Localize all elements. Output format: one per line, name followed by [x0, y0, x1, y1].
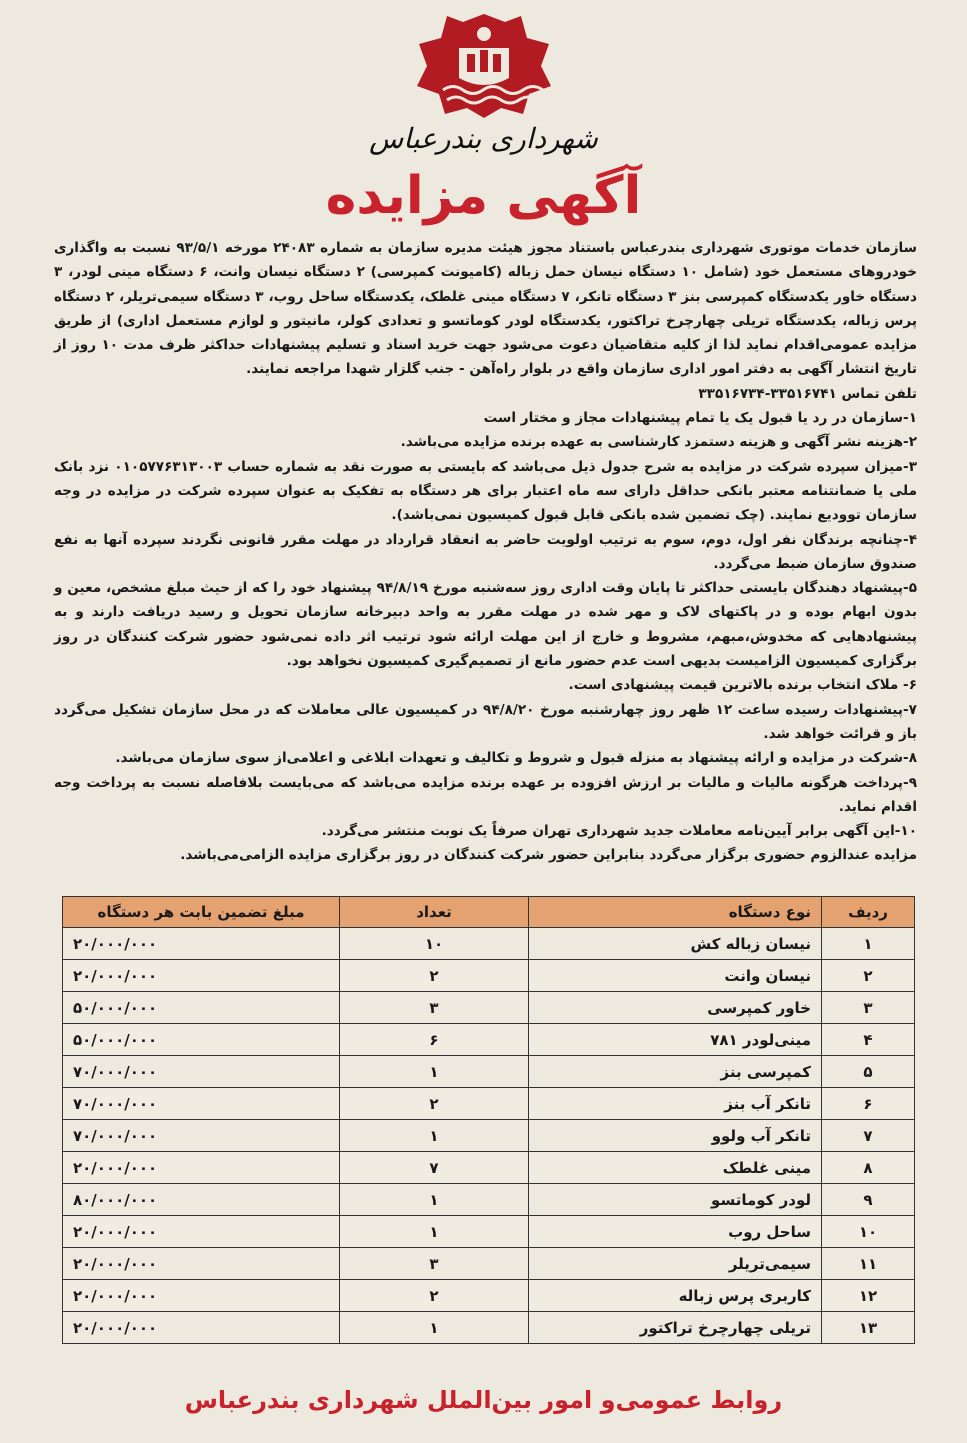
row-quantity: ۷ [340, 1152, 529, 1184]
municipality-name: شهرداری بندرعباس [369, 122, 598, 155]
table-row [63, 1280, 915, 1312]
table-row [63, 1056, 915, 1088]
row-amount: ۲۰/۰۰۰/۰۰۰ [63, 960, 340, 992]
row-amount: ۵۰/۰۰۰/۰۰۰ [63, 992, 340, 1024]
table-row [63, 1248, 915, 1280]
table-row [63, 1184, 915, 1216]
row-device: کاربری پرس زباله [529, 1280, 822, 1312]
contact-phone: تلفن تماس ۳۳۵۱۶۷۴۱-۳۳۵۱۶۷۳۴ [698, 385, 917, 402]
notice-title: آگهی مزایده [325, 166, 642, 226]
row-amount: ۷۰/۰۰۰/۰۰۰ [63, 1120, 340, 1152]
row-amount: ۷۰/۰۰۰/۰۰۰ [63, 1088, 340, 1120]
header-quantity: تعداد [340, 897, 529, 928]
row-device: نیسان زباله کش [529, 928, 822, 960]
row-device: ساحل روب [529, 1216, 822, 1248]
row-index: ۴ [822, 1024, 915, 1056]
clause: ۱۰-این آگهی برابر آیین‌نامه معاملات جدید شهرداری تهران صرفاً یک نوبت منتشر می‌گردد. [321, 823, 917, 840]
row-index: ۶ [822, 1088, 915, 1120]
clause: ۷-پیشنهادات رسیده ساعت ۱۲ ظهر روز چهارشنبه مورخ ۹۴/۸/۲۰ در کمیسیون عالی معاملات که در محل سازمان تشکیل می‌گردد باز و قرائت خواهد شد. [54, 701, 917, 742]
row-quantity: ۱ [340, 1216, 529, 1248]
row-quantity: ۳ [340, 992, 529, 1024]
row-device: مینی‌لودر ۷۸۱ [529, 1024, 822, 1056]
table-row [63, 992, 915, 1024]
logo [0, 8, 967, 120]
row-device: تانکر آب بنز [529, 1088, 822, 1120]
row-index: ۵ [822, 1056, 915, 1088]
row-quantity: ۱ [340, 1056, 529, 1088]
row-device: سیمی‌تریلر [529, 1248, 822, 1280]
clause: ۶- ملاک انتخاب برنده بالاترین قیمت پیشنهادی است. [568, 677, 917, 694]
row-device: مینی غلطک [529, 1152, 822, 1184]
table-header-row [63, 897, 915, 928]
row-quantity: ۲ [340, 1280, 529, 1312]
row-quantity: ۱ [340, 1120, 529, 1152]
clause: ۸-شرکت در مزایده و ارائه پیشنهاد به منزله قبول و شروط و تکالیف و تعهدات ابلاغی و اعلامی‌از سوی سازمان می‌باشد. [115, 750, 917, 767]
row-device: کمپرسی بنز [529, 1056, 822, 1088]
row-amount: ۷۰/۰۰۰/۰۰۰ [63, 1056, 340, 1088]
row-index: ۳ [822, 992, 915, 1024]
row-amount: ۲۰/۰۰۰/۰۰۰ [63, 1280, 340, 1312]
notice-body [54, 236, 917, 868]
row-amount: ۲۰/۰۰۰/۰۰۰ [63, 1152, 340, 1184]
row-index: ۱۱ [822, 1248, 915, 1280]
row-index: ۸ [822, 1152, 915, 1184]
table-row [63, 960, 915, 992]
row-index: ۱۲ [822, 1280, 915, 1312]
row-index: ۲ [822, 960, 915, 992]
row-amount: ۲۰/۰۰۰/۰۰۰ [63, 1312, 340, 1344]
vehicles-table [62, 896, 915, 1344]
table-row [63, 1216, 915, 1248]
row-quantity: ۱ [340, 1184, 529, 1216]
row-amount: ۲۰/۰۰۰/۰۰۰ [63, 928, 340, 960]
table-row [63, 1088, 915, 1120]
intro-paragraph: سازمان خدمات موتوری شهرداری بندرعباس باستناد مجوز هیئت مدیره سازمان به شماره ۲۴۰۸۳ مورخه ۹۳/۵/۱ نسبت به واگذاری خودروهای مستعمل خود (شامل ۱۰ دستگاه نیسان حمل زباله (کامیونت کمپرسی) ۲ دستگاه نیسان وانت، ۶ دستگاه مینی لودر، ۳ دستگاه خاور یکدستگاه کمپرسی بنز ۳ دستگاه تانکر، ۷ دستگاه مینی غلطک، یکدستگاه ساحل روب، ۳ دستگاه سیمی‌تریلر، ۲ دستگاه پرس زباله، یکدستگاه تریلی چهارچرخ تراکتور، یکدستگاه لودر کوماتسو و تعدادی کولر، مانیتور و لوازم مستعمل اداری) از طریق مزایده عمومی‌اقدام نماید لذا از کلیه متقاضیان دعوت می‌شود جهت خرید اسناد و تسلیم پیشنهادات حداکثر ظرف مدت ۱۰ روز از تاریخ انتشار آگهی به دفتر امور اداری سازمان واقع در بلوار راه‌آهن - جنب گلزار شهدا مراجعه نمایند. [54, 240, 918, 378]
row-index: ۱۳ [822, 1312, 915, 1344]
closing-paragraph: مزایده عندالزوم حضوری برگزار می‌گردد بنابراین حضور شرکت کنندگان در روز برگزاری مزایده الزامی‌می‌باشد. [180, 847, 917, 864]
row-device: تریلی چهارچرخ تراکتور [529, 1312, 822, 1344]
row-index: ۹ [822, 1184, 915, 1216]
row-device: نیسان وانت [529, 960, 822, 992]
table-row [63, 1312, 915, 1344]
table-body [63, 928, 915, 1344]
clause: ۳-میزان سپرده شرکت در مزایده به شرح جدول ذیل می‌باشد که بایستی به صورت نقد به شماره حساب ۰۱۰۵۷۷۶۳۱۳۰۰۳ نزد بانک ملی یا ضمانتنامه معتبر بانکی حداقل دارای سه ماه اعتبار برای هر دستگاه به تفکیک به عنوان سپرده شرکت در مزایده در وجه سازمان توودیع نمایند. (چک تضمین شده بانکی قابل قبول کمیسیون نمی‌باشد). [54, 458, 917, 524]
header-device: نوع دستگاه [529, 897, 822, 928]
bandar-abbas-municipality-logo-icon [409, 8, 559, 120]
table-row [63, 928, 915, 960]
row-quantity: ۶ [340, 1024, 529, 1056]
row-device: تانکر آب ولوو [529, 1120, 822, 1152]
row-device: خاور کمپرسی [529, 992, 822, 1024]
row-amount: ۲۰/۰۰۰/۰۰۰ [63, 1216, 340, 1248]
clause: ۲-هزینه نشر آگهی و هزینه دستمزد کارشناسی به عهده برنده مزایده می‌باشد. [400, 434, 917, 451]
vehicles-table-wrap [62, 896, 915, 1344]
row-index: ۱ [822, 928, 915, 960]
clause: ۵-پیشنهاد دهندگان بایستی حداکثر تا پایان وقت اداری روز سه‌شنبه مورخ ۹۴/۸/۱۹ پیشنهاد خود را که از حیث مبلغ مشخص، معین و بدون ابهام بوده و در پاکتهای لاک و مهر شده در مهلت مقرر به واحد دبیرخانه سازمان تحویل و رسید دریافت دارند و به پیشنهادهایی که مخدوش،مبهم، مشروط و خارج از این مهلت ارائه شود ترتیب اثر داده نمی‌شود حضور شرکت کنندگان در روز برگزاری کمیسیون الزامیست بدیهی است عدم حضور مانع از تصمیم‌گیری کمیسیون نخواهد بود. [54, 580, 917, 670]
clause: ۱-سازمان در رد یا قبول یک یا تمام پیشنهادات مجاز و مختار است [483, 410, 917, 427]
clause: ۴-چنانچه برندگان نفر اول، دوم، سوم به ترتیب اولویت حاضر به انعقاد قرارداد در مهلت مقرر قانونی نگردند سپرده آنها به نفع صندوق سازمان ضبط می‌گردد. [54, 531, 917, 572]
table-row [63, 1152, 915, 1184]
row-index: ۱۰ [822, 1216, 915, 1248]
header-index: ردیف [822, 897, 915, 928]
clause: ۹-پرداخت هرگونه مالیات و مالیات بر ارزش افزوده بر عهده برنده مزایده می‌باشد که می‌بایست بلافاصله نسبت به پرداخت وجه اقدام نماید. [54, 774, 917, 815]
row-quantity: ۱ [340, 1312, 529, 1344]
row-index: ۷ [822, 1120, 915, 1152]
row-quantity: ۲ [340, 960, 529, 992]
row-quantity: ۱۰ [340, 928, 529, 960]
footer-signature: روابط عمومی‌و امور بین‌الملل شهرداری بندرعباس [184, 1386, 783, 1414]
table-row [63, 1024, 915, 1056]
table-row [63, 1120, 915, 1152]
row-amount: ۸۰/۰۰۰/۰۰۰ [63, 1184, 340, 1216]
row-amount: ۵۰/۰۰۰/۰۰۰ [63, 1024, 340, 1056]
row-quantity: ۳ [340, 1248, 529, 1280]
row-amount: ۲۰/۰۰۰/۰۰۰ [63, 1248, 340, 1280]
row-quantity: ۲ [340, 1088, 529, 1120]
row-device: لودر کوماتسو [529, 1184, 822, 1216]
header-amount: مبلغ تضمین بابت هر دستگاه [63, 897, 340, 928]
